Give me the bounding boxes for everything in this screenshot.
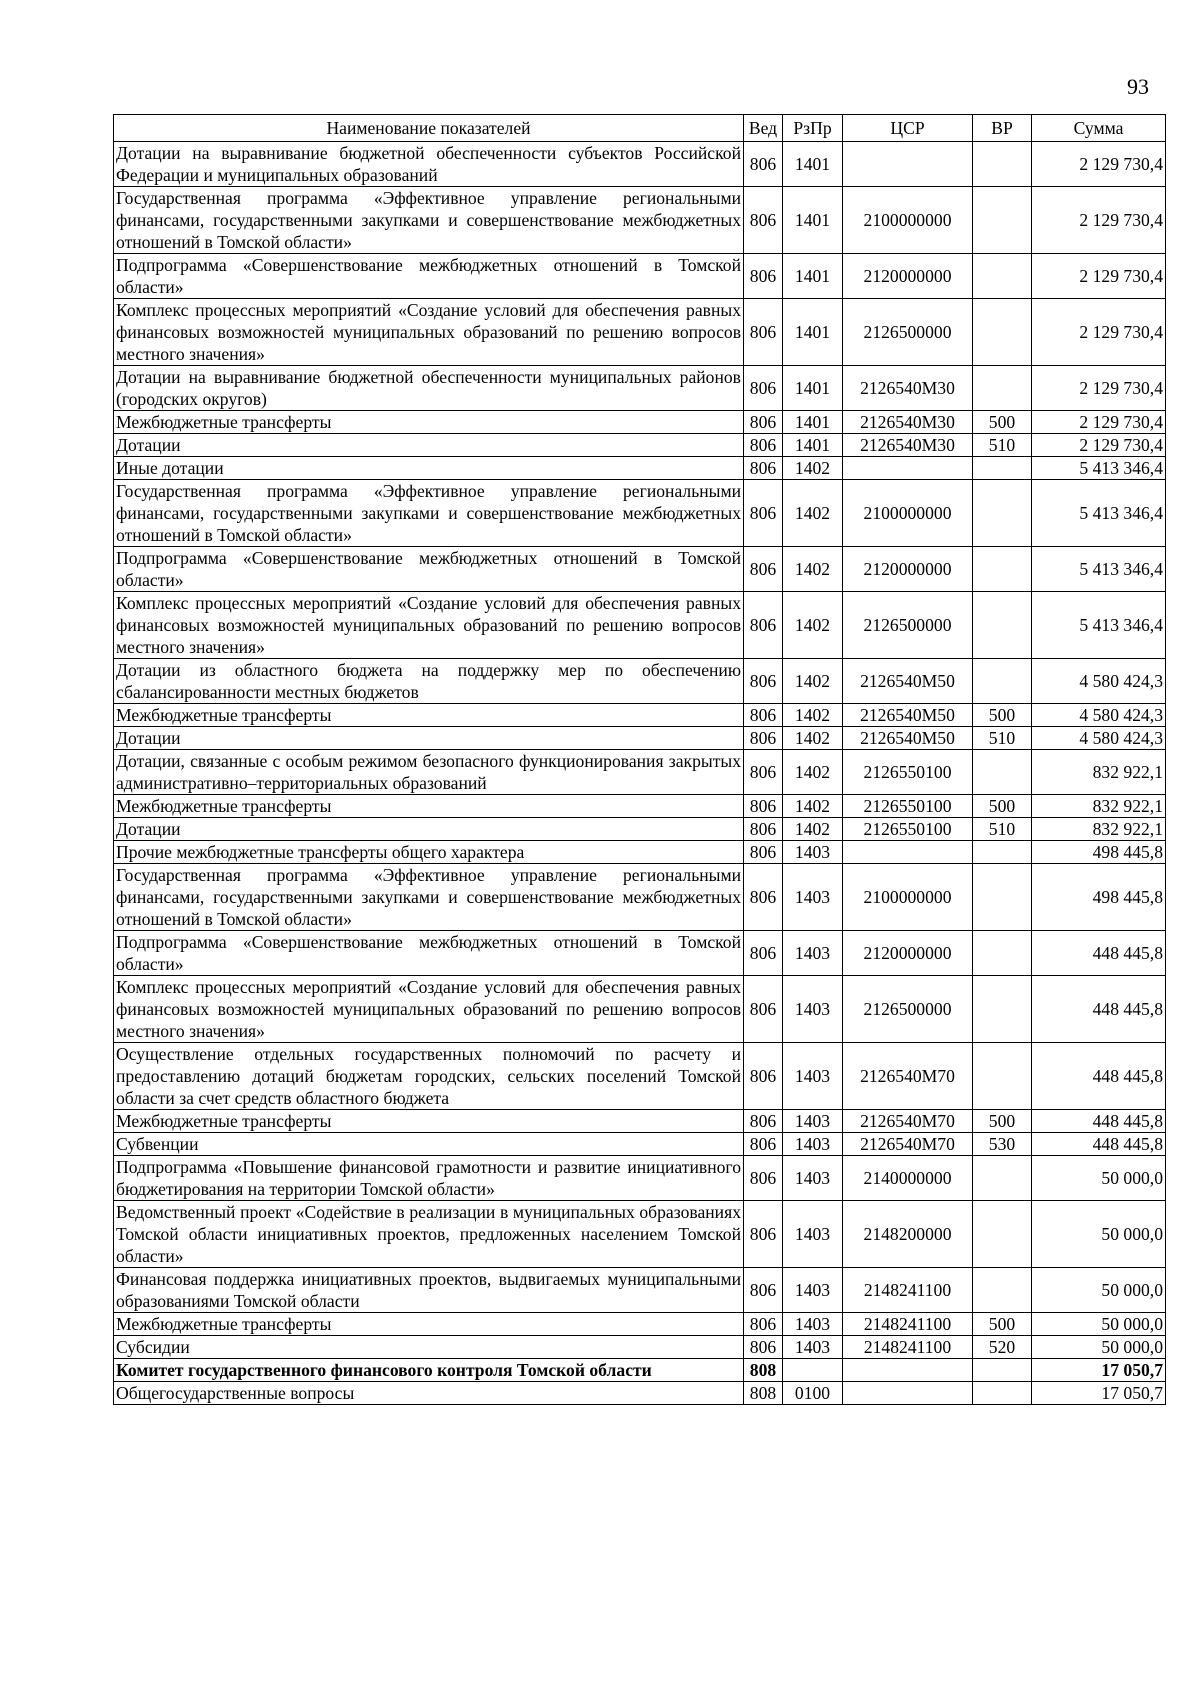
cell-rzpr: 0100	[783, 1382, 843, 1405]
cell-vr: 500	[973, 795, 1032, 818]
cell-ved: 806	[744, 818, 783, 841]
cell-csr: 2140000000	[843, 1156, 973, 1201]
table-row	[114, 1156, 1166, 1201]
header-rzpr: РзПр	[783, 115, 843, 142]
cell-ved: 806	[744, 1043, 783, 1110]
cell-csr: 2126540М50	[843, 704, 973, 727]
table-row	[114, 1043, 1166, 1110]
cell-ved: 806	[744, 1336, 783, 1359]
table-row	[114, 750, 1166, 795]
cell-sum: 498 445,8	[1032, 841, 1166, 864]
table-row	[114, 931, 1166, 976]
cell-name: Комитет государственного финансового контроля Томской области	[114, 1359, 744, 1382]
cell-name: Межбюджетные трансферты	[114, 1110, 744, 1133]
cell-name: Комплекс процессных мероприятий «Создание условий для обеспечения равных финансовых возможностей муниципальных образований по решению вопросов местного значения»	[114, 976, 744, 1043]
table-row	[114, 1110, 1166, 1133]
cell-sum: 832 922,1	[1032, 795, 1166, 818]
cell-ved: 806	[744, 142, 783, 187]
cell-vr	[973, 976, 1032, 1043]
cell-csr: 2148200000	[843, 1201, 973, 1268]
cell-rzpr: 1402	[783, 592, 843, 659]
cell-sum: 50 000,0	[1032, 1313, 1166, 1336]
cell-csr	[843, 1382, 973, 1405]
cell-ved: 806	[744, 704, 783, 727]
cell-name: Дотации	[114, 434, 744, 457]
cell-sum: 4 580 424,3	[1032, 704, 1166, 727]
cell-rzpr	[783, 1359, 843, 1382]
cell-name: Прочие межбюджетные трансферты общего характера	[114, 841, 744, 864]
cell-rzpr: 1403	[783, 1336, 843, 1359]
cell-sum: 4 580 424,3	[1032, 659, 1166, 704]
cell-vr	[973, 480, 1032, 547]
cell-sum: 50 000,0	[1032, 1268, 1166, 1313]
cell-rzpr: 1403	[783, 1043, 843, 1110]
cell-name: Подпрограмма «Повышение финансовой грамотности и развитие инициативного бюджетирования на территории Томской области»	[114, 1156, 744, 1201]
cell-vr	[973, 1043, 1032, 1110]
cell-name: Межбюджетные трансферты	[114, 1313, 744, 1336]
cell-vr	[973, 864, 1032, 931]
cell-ved: 806	[744, 592, 783, 659]
table-row	[114, 659, 1166, 704]
table-row	[114, 1133, 1166, 1156]
table-row	[114, 795, 1166, 818]
cell-sum: 4 580 424,3	[1032, 727, 1166, 750]
cell-csr: 2148241100	[843, 1268, 973, 1313]
cell-vr: 500	[973, 1110, 1032, 1133]
cell-ved: 806	[744, 187, 783, 254]
table-row	[114, 547, 1166, 592]
cell-sum: 832 922,1	[1032, 818, 1166, 841]
cell-ved: 806	[744, 1133, 783, 1156]
header-vr: ВР	[973, 115, 1032, 142]
cell-rzpr: 1402	[783, 659, 843, 704]
cell-sum: 2 129 730,4	[1032, 299, 1166, 366]
cell-csr: 2126500000	[843, 299, 973, 366]
cell-rzpr: 1403	[783, 1201, 843, 1268]
cell-vr: 510	[973, 727, 1032, 750]
cell-vr	[973, 1382, 1032, 1405]
cell-ved: 806	[744, 795, 783, 818]
cell-rzpr: 1401	[783, 434, 843, 457]
header-name: Наименование показателей	[114, 115, 744, 142]
cell-rzpr: 1401	[783, 366, 843, 411]
table-row	[114, 299, 1166, 366]
cell-csr	[843, 841, 973, 864]
cell-ved: 806	[744, 659, 783, 704]
cell-sum: 50 000,0	[1032, 1201, 1166, 1268]
cell-csr: 2126540М70	[843, 1110, 973, 1133]
cell-vr: 500	[973, 411, 1032, 434]
cell-vr	[973, 841, 1032, 864]
cell-vr	[973, 1359, 1032, 1382]
cell-name: Государственная программа «Эффективное управление региональными финансами, государственными закупками и совершенствование межбюджетных отношений в Томской области»	[114, 480, 744, 547]
cell-vr	[973, 592, 1032, 659]
cell-ved: 808	[744, 1359, 783, 1382]
cell-rzpr: 1401	[783, 299, 843, 366]
cell-name: Государственная программа «Эффективное управление региональными финансами, государственными закупками и совершенствование межбюджетных отношений в Томской области»	[114, 864, 744, 931]
cell-rzpr: 1402	[783, 704, 843, 727]
cell-csr: 2148241100	[843, 1313, 973, 1336]
cell-name: Подпрограмма «Совершенствование межбюджетных отношений в Томской области»	[114, 931, 744, 976]
cell-rzpr: 1402	[783, 457, 843, 480]
table-row	[114, 1336, 1166, 1359]
cell-sum: 17 050,7	[1032, 1359, 1166, 1382]
cell-name: Дотации, связанные с особым режимом безопасного функционирования закрытых административно–территориальных образований	[114, 750, 744, 795]
table-row	[114, 142, 1166, 187]
cell-name: Межбюджетные трансферты	[114, 704, 744, 727]
table-row	[114, 254, 1166, 299]
table-row	[114, 818, 1166, 841]
cell-rzpr: 1401	[783, 254, 843, 299]
cell-ved: 806	[744, 1110, 783, 1133]
budget-table	[113, 114, 1166, 1405]
cell-sum: 448 445,8	[1032, 976, 1166, 1043]
cell-ved: 806	[744, 841, 783, 864]
cell-rzpr: 1401	[783, 411, 843, 434]
cell-vr: 500	[973, 1313, 1032, 1336]
cell-sum: 2 129 730,4	[1032, 366, 1166, 411]
cell-csr: 2126540М70	[843, 1133, 973, 1156]
cell-rzpr: 1402	[783, 727, 843, 750]
cell-ved: 806	[744, 434, 783, 457]
header-ved: Вед	[744, 115, 783, 142]
cell-name: Государственная программа «Эффективное управление региональными финансами, государственными закупками и совершенствование межбюджетных отношений в Томской области»	[114, 187, 744, 254]
cell-ved: 806	[744, 366, 783, 411]
table-row	[114, 480, 1166, 547]
cell-csr: 2126550100	[843, 750, 973, 795]
cell-name: Ведомственный проект «Содействие в реализации в муниципальных образованиях Томской области инициативных проектов, предложенных населением Томской области»	[114, 1201, 744, 1268]
cell-sum: 832 922,1	[1032, 750, 1166, 795]
cell-name: Комплекс процессных мероприятий «Создание условий для обеспечения равных финансовых возможностей муниципальных образований по решению вопросов местного значения»	[114, 299, 744, 366]
cell-rzpr: 1403	[783, 1313, 843, 1336]
cell-vr: 510	[973, 434, 1032, 457]
table-row	[114, 457, 1166, 480]
cell-ved: 806	[744, 976, 783, 1043]
header-csr: ЦСР	[843, 115, 973, 142]
cell-vr	[973, 187, 1032, 254]
cell-sum: 448 445,8	[1032, 1133, 1166, 1156]
cell-rzpr: 1403	[783, 976, 843, 1043]
cell-sum: 2 129 730,4	[1032, 434, 1166, 457]
cell-vr	[973, 1156, 1032, 1201]
cell-rzpr: 1401	[783, 142, 843, 187]
cell-rzpr: 1403	[783, 1156, 843, 1201]
table-row	[114, 434, 1166, 457]
cell-ved: 806	[744, 750, 783, 795]
cell-sum: 5 413 346,4	[1032, 480, 1166, 547]
table-row	[114, 1268, 1166, 1313]
cell-vr: 520	[973, 1336, 1032, 1359]
cell-vr	[973, 366, 1032, 411]
cell-csr: 2148241100	[843, 1336, 973, 1359]
cell-name: Общегосударственные вопросы	[114, 1382, 744, 1405]
cell-vr	[973, 254, 1032, 299]
cell-csr: 2126500000	[843, 976, 973, 1043]
table-row	[114, 366, 1166, 411]
cell-sum: 2 129 730,4	[1032, 254, 1166, 299]
table-header-row	[114, 115, 1166, 142]
cell-csr: 2100000000	[843, 187, 973, 254]
cell-csr: 2120000000	[843, 254, 973, 299]
cell-sum: 498 445,8	[1032, 864, 1166, 931]
cell-ved: 806	[744, 1268, 783, 1313]
table-row	[114, 864, 1166, 931]
cell-vr	[973, 1268, 1032, 1313]
cell-sum: 17 050,7	[1032, 1382, 1166, 1405]
table-row	[114, 1382, 1166, 1405]
cell-csr	[843, 142, 973, 187]
cell-vr: 530	[973, 1133, 1032, 1156]
cell-csr: 2126540М50	[843, 659, 973, 704]
cell-rzpr: 1403	[783, 1110, 843, 1133]
cell-rzpr: 1403	[783, 864, 843, 931]
cell-ved: 806	[744, 254, 783, 299]
cell-rzpr: 1402	[783, 795, 843, 818]
cell-vr: 510	[973, 818, 1032, 841]
cell-name: Субсидии	[114, 1336, 744, 1359]
cell-csr: 2126540М50	[843, 727, 973, 750]
cell-vr	[973, 142, 1032, 187]
cell-csr: 2126540М30	[843, 434, 973, 457]
cell-ved: 806	[744, 931, 783, 976]
cell-rzpr: 1402	[783, 547, 843, 592]
table-row	[114, 1359, 1166, 1382]
cell-sum: 2 129 730,4	[1032, 142, 1166, 187]
cell-vr	[973, 659, 1032, 704]
cell-sum: 5 413 346,4	[1032, 547, 1166, 592]
cell-name: Подпрограмма «Совершенствование межбюджетных отношений в Томской области»	[114, 547, 744, 592]
table-row	[114, 727, 1166, 750]
cell-name: Дотации из областного бюджета на поддержку мер по обеспечению сбалансированности местных бюджетов	[114, 659, 744, 704]
table-row	[114, 976, 1166, 1043]
cell-ved: 806	[744, 727, 783, 750]
cell-rzpr: 1403	[783, 1268, 843, 1313]
cell-rzpr: 1403	[783, 841, 843, 864]
cell-csr: 2126550100	[843, 818, 973, 841]
cell-ved: 806	[744, 457, 783, 480]
table-row	[114, 1313, 1166, 1336]
cell-rzpr: 1403	[783, 1133, 843, 1156]
cell-csr: 2126500000	[843, 592, 973, 659]
cell-rzpr: 1402	[783, 818, 843, 841]
cell-ved: 806	[744, 411, 783, 434]
cell-name: Дотации	[114, 727, 744, 750]
cell-ved: 808	[744, 1382, 783, 1405]
cell-sum: 50 000,0	[1032, 1336, 1166, 1359]
cell-ved: 806	[744, 864, 783, 931]
cell-sum: 448 445,8	[1032, 1110, 1166, 1133]
cell-name: Дотации	[114, 818, 744, 841]
cell-ved: 806	[744, 547, 783, 592]
cell-ved: 806	[744, 480, 783, 547]
table-row	[114, 411, 1166, 434]
table-row	[114, 704, 1166, 727]
cell-sum: 5 413 346,4	[1032, 457, 1166, 480]
cell-ved: 806	[744, 1313, 783, 1336]
cell-rzpr: 1402	[783, 480, 843, 547]
cell-csr: 2100000000	[843, 864, 973, 931]
cell-csr: 2120000000	[843, 547, 973, 592]
cell-csr	[843, 457, 973, 480]
cell-sum: 50 000,0	[1032, 1156, 1166, 1201]
cell-vr	[973, 1201, 1032, 1268]
cell-vr	[973, 750, 1032, 795]
table-row	[114, 841, 1166, 864]
cell-ved: 806	[744, 299, 783, 366]
cell-csr: 2120000000	[843, 931, 973, 976]
cell-ved: 806	[744, 1201, 783, 1268]
cell-csr: 2126550100	[843, 795, 973, 818]
cell-name: Дотации на выравнивание бюджетной обеспеченности субъектов Российской Федерации и муниципальных образований	[114, 142, 744, 187]
cell-csr	[843, 1359, 973, 1382]
cell-csr: 2126540М30	[843, 411, 973, 434]
table-body	[114, 142, 1166, 1405]
cell-rzpr: 1401	[783, 187, 843, 254]
cell-name: Иные дотации	[114, 457, 744, 480]
cell-sum: 448 445,8	[1032, 1043, 1166, 1110]
cell-csr: 2100000000	[843, 480, 973, 547]
cell-vr	[973, 457, 1032, 480]
cell-sum: 2 129 730,4	[1032, 411, 1166, 434]
table-row	[114, 592, 1166, 659]
cell-csr: 2126540М70	[843, 1043, 973, 1110]
cell-csr: 2126540М30	[843, 366, 973, 411]
cell-name: Межбюджетные трансферты	[114, 795, 744, 818]
cell-rzpr: 1403	[783, 931, 843, 976]
cell-name: Субвенции	[114, 1133, 744, 1156]
table-row	[114, 187, 1166, 254]
cell-vr	[973, 931, 1032, 976]
cell-rzpr: 1402	[783, 750, 843, 795]
page-number: 93	[1127, 74, 1149, 99]
header-sum: Сумма	[1032, 115, 1166, 142]
cell-ved: 806	[744, 1156, 783, 1201]
cell-name: Межбюджетные трансферты	[114, 411, 744, 434]
cell-vr	[973, 547, 1032, 592]
table-row	[114, 1201, 1166, 1268]
cell-sum: 2 129 730,4	[1032, 187, 1166, 254]
cell-sum: 448 445,8	[1032, 931, 1166, 976]
cell-vr: 500	[973, 704, 1032, 727]
cell-sum: 5 413 346,4	[1032, 592, 1166, 659]
cell-vr	[973, 299, 1032, 366]
cell-name: Финансовая поддержка инициативных проектов, выдвигаемых муниципальными образованиями Томской области	[114, 1268, 744, 1313]
cell-name: Комплекс процессных мероприятий «Создание условий для обеспечения равных финансовых возможностей муниципальных образований по решению вопросов местного значения»	[114, 592, 744, 659]
cell-name: Дотации на выравнивание бюджетной обеспеченности муниципальных районов (городских округов)	[114, 366, 744, 411]
cell-name: Подпрограмма «Совершенствование межбюджетных отношений в Томской области»	[114, 254, 744, 299]
cell-name: Осуществление отдельных государственных полномочий по расчету и предоставлению дотаций бюджетам городских, сельских поселений Томской области за счет средств областного бюджета	[114, 1043, 744, 1110]
